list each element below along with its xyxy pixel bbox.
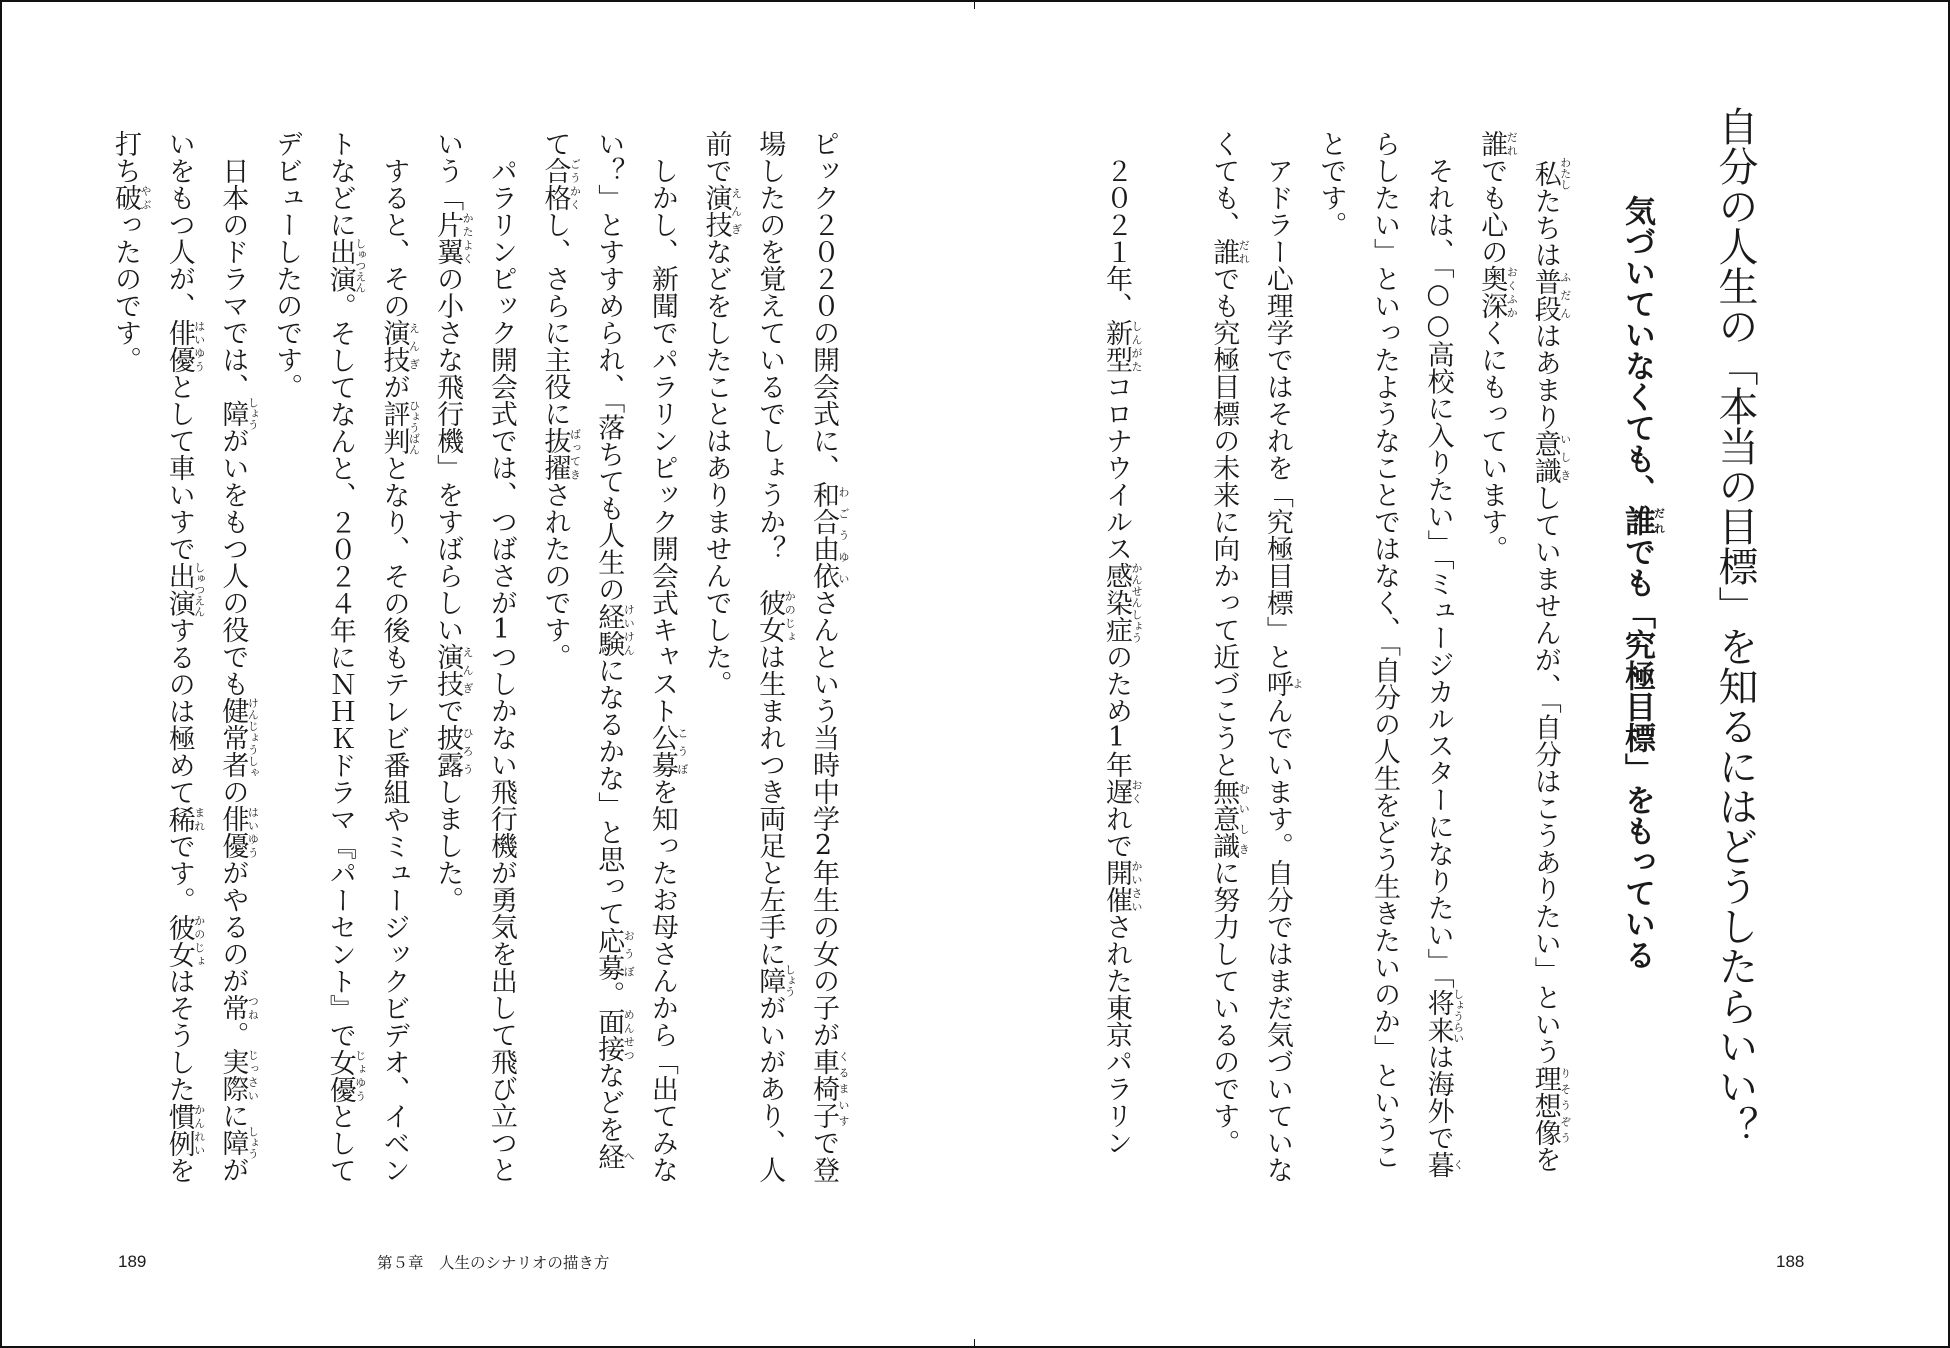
text-run: い？」とすすめられ、「落ちても人生の <box>593 130 625 603</box>
ruby-base: 車椅子 <box>807 1048 839 1129</box>
text-run: がやるのが <box>217 859 249 994</box>
text-run: を知ったお母さんから「出てみな <box>646 778 678 1183</box>
ruby-word <box>217 1126 260 1159</box>
ruby-word <box>646 724 689 778</box>
text-run: に <box>217 1102 249 1129</box>
ruby-word <box>324 237 367 293</box>
text-line <box>796 130 850 1205</box>
ruby-word <box>217 397 260 430</box>
text-line <box>1411 130 1465 1205</box>
furigana: しゅつえん <box>192 561 206 617</box>
text-line <box>420 130 474 1205</box>
ruby-base: 抜擢 <box>539 427 571 481</box>
ruby-base: 披露 <box>432 724 464 778</box>
ruby-base: 常 <box>217 994 249 1021</box>
text-line <box>98 130 152 1205</box>
text-run: トなどに <box>324 130 356 238</box>
text-run: 気づいていなくても、 <box>1619 195 1655 505</box>
center-crop-mark-top <box>974 2 975 9</box>
ruby-base: 彼女 <box>754 589 786 643</box>
ruby-base: 健常者 <box>217 697 249 778</box>
furigana: くるまいす <box>836 1048 850 1129</box>
ruby-base: 誰 <box>1208 238 1240 265</box>
text-run: 打ち <box>110 130 142 184</box>
ruby-word <box>1619 505 1666 536</box>
ruby-base: 慣例 <box>163 1102 195 1157</box>
furigana: やぶ <box>139 184 153 211</box>
text-run: ったのです。 <box>110 211 142 373</box>
ruby-word <box>593 926 636 981</box>
text-run: を <box>1529 1145 1561 1173</box>
ruby-base: 演技 <box>378 319 410 373</box>
text-run: れで <box>1101 805 1133 859</box>
text-run: それは、「○○高校に入りたい」「ミュージカルスターになりたい」「 <box>1422 157 1454 989</box>
text-run: らしたい」といったようなことではなく、「自分の人生をどう生きたいのか」というこ <box>1369 130 1400 1170</box>
furigana: おく <box>1130 778 1144 805</box>
ruby-base: 感染症 <box>1101 562 1133 643</box>
furigana: しょう <box>783 964 797 997</box>
furigana: かのじょ <box>192 913 206 968</box>
furigana: く <box>1451 1151 1465 1178</box>
furigana: むいしき <box>1237 778 1251 859</box>
ruby-word <box>163 1102 206 1157</box>
text-line <box>1518 130 1572 1205</box>
ruby-base: 誰 <box>1619 505 1655 536</box>
ruby-base: 遅 <box>1101 778 1133 805</box>
ruby-word <box>754 589 797 643</box>
furigana: だれ <box>1237 238 1251 265</box>
furigana: ごうかく <box>568 157 582 211</box>
text-run: を <box>163 1156 195 1184</box>
text-run: 。そしてなんと、２０２４年にＮＨＫドラマ『パーセント』で <box>324 292 356 1049</box>
ruby-word <box>378 319 421 373</box>
ruby-word <box>163 805 206 833</box>
furigana: りそうぞう <box>1558 1064 1572 1146</box>
ruby-base: 経 <box>593 1142 625 1170</box>
right-page-body <box>1089 130 1571 1205</box>
furigana: よ <box>1290 670 1304 697</box>
text-run: 日本のドラマでは、 <box>217 157 249 400</box>
text-run: でも心の <box>1476 157 1508 265</box>
text-run: になるかな」と思って <box>593 656 625 927</box>
text-run: で <box>432 697 464 724</box>
text-run: です。 <box>163 832 195 914</box>
text-line <box>206 130 260 1205</box>
furigana: わごうゆい <box>836 481 850 589</box>
furigana: かのじょ <box>783 589 797 643</box>
ruby-base: 無意識 <box>1208 778 1240 859</box>
ruby-base: 合格 <box>539 157 571 211</box>
furigana: えんぎ <box>407 319 421 373</box>
ruby-base: 普段 <box>1529 268 1561 322</box>
text-run: ピック２０２０の開会式に、 <box>807 130 839 481</box>
ruby-word <box>807 481 850 589</box>
ruby-word <box>432 643 475 697</box>
furigana: えんぎ <box>461 643 475 697</box>
furigana: へ <box>622 1142 636 1170</box>
ruby-base: 片翼 <box>432 211 464 265</box>
text-run: はあまり <box>1529 322 1561 430</box>
ruby-base: 奥深 <box>1476 265 1508 319</box>
ruby-base: 理想像 <box>1529 1064 1561 1146</box>
text-run: さんという当時中学 <box>807 589 839 832</box>
text-run: していませんが、「自分はこうありたい」という <box>1529 484 1561 1065</box>
text-line <box>1197 130 1251 1205</box>
text-run: などをしたことはありませんでした。 <box>700 238 732 697</box>
furigana: しょうらい <box>1451 988 1465 1044</box>
ruby-word <box>1422 1151 1465 1178</box>
ruby-word <box>1476 265 1519 319</box>
text-run: の小さな飛行機」をすばらしい <box>432 265 464 643</box>
furigana: はいゆう <box>246 805 260 859</box>
text-run: に努力しているのです。 <box>1208 859 1240 1156</box>
ruby-word <box>378 399 421 455</box>
text-run: とです。 <box>1315 130 1347 238</box>
text-run: として車いすで <box>163 373 195 562</box>
text-run: すると、その <box>378 157 410 319</box>
furigana: けんじょうしゃ <box>246 697 260 778</box>
ruby-word <box>1476 130 1519 157</box>
furigana: かたよく <box>461 211 475 265</box>
text-line <box>1465 130 1519 1205</box>
furigana: えんぎ <box>729 184 743 238</box>
text-run: いをもつ人が、 <box>163 130 195 319</box>
furigana: はいゆう <box>192 319 206 373</box>
text-run: などを <box>593 1061 625 1143</box>
ruby-base: 障 <box>217 397 249 430</box>
section-title: 自分の人生の「本当の目標」を知るにはどうしたらいい？ <box>1712 106 1758 1146</box>
ruby-word <box>1101 778 1144 805</box>
text-run: しました。 <box>432 778 464 913</box>
furigana: めんせつ <box>622 1007 636 1062</box>
blank-line <box>1143 130 1197 1205</box>
ruby-word <box>432 724 475 778</box>
text-run: 場したのを覚えているでしょうか？ <box>754 130 786 589</box>
furigana: ひょうばん <box>407 399 421 455</box>
text-line <box>1089 130 1143 1205</box>
text-run: 前で <box>700 130 732 184</box>
text-run: 。 <box>217 1021 249 1048</box>
ruby-word <box>754 964 797 997</box>
text-line <box>367 130 421 1205</box>
text-run: でも「究極目標」をもっている <box>1619 536 1655 970</box>
text-line <box>259 130 313 1205</box>
furigana: じっさい <box>246 1048 260 1102</box>
ruby-base: 出演 <box>163 561 195 617</box>
text-run: くても、 <box>1208 130 1240 238</box>
furigana: けいけん <box>622 602 636 657</box>
ruby-base: 出演 <box>324 237 356 293</box>
ruby-word <box>163 561 206 617</box>
center-crop-mark-bottom <box>974 1339 975 1346</box>
ruby-base: 暮 <box>1422 1151 1454 1178</box>
furigana: ひろう <box>461 724 475 778</box>
text-run: がいがあり、人 <box>754 994 786 1183</box>
text-line <box>582 130 636 1205</box>
text-line <box>313 130 367 1205</box>
furigana: ばってき <box>568 427 582 481</box>
ruby-word <box>163 319 206 373</box>
ruby-base: 新型 <box>1101 319 1133 373</box>
ruby-base: 応募 <box>593 926 625 981</box>
text-run: たちは <box>1529 187 1561 268</box>
ruby-base: 障 <box>754 964 786 997</box>
ruby-base: 面接 <box>593 1007 625 1062</box>
text-run: するのは極めて <box>163 616 195 806</box>
ruby-base: 私 <box>1529 157 1561 190</box>
text-run: コロナウイルス <box>1101 373 1133 562</box>
ruby-word <box>432 211 475 265</box>
tate-chu-yoko-number: 2 <box>814 832 833 859</box>
ruby-word <box>700 184 743 238</box>
ruby-base: 彼女 <box>163 913 195 968</box>
text-line <box>689 130 743 1205</box>
ruby-word <box>217 1048 260 1102</box>
ruby-base: 実際 <box>217 1048 249 1102</box>
ruby-base: 破 <box>110 184 142 211</box>
ruby-word <box>1101 859 1144 913</box>
tate-chu-yoko-number: 1 <box>1107 724 1126 751</box>
text-run: は海外で <box>1422 1043 1454 1151</box>
text-line <box>1304 130 1358 1205</box>
ruby-word <box>1529 268 1572 322</box>
ruby-word <box>807 1048 850 1129</box>
text-run: のため <box>1101 643 1133 724</box>
text-run: いう「 <box>432 130 464 211</box>
ruby-word <box>1422 988 1465 1044</box>
ruby-base: 経験 <box>593 602 625 657</box>
text-line <box>152 130 206 1205</box>
text-run: の <box>217 778 249 805</box>
ruby-word <box>1529 1064 1572 1146</box>
ruby-base: 障 <box>217 1126 249 1159</box>
text-run: しかし、新聞でパラリンピック開会式キャスト <box>646 157 678 724</box>
ruby-base: 開催 <box>1101 859 1133 913</box>
furigana: だれ <box>1505 130 1519 157</box>
ruby-word <box>1208 778 1251 859</box>
ruby-word <box>110 184 153 211</box>
furigana: こうぼ <box>675 724 689 778</box>
text-run: として <box>324 1102 356 1184</box>
ruby-word <box>1261 670 1304 697</box>
text-line <box>743 130 797 1205</box>
text-run: されたのです。 <box>539 481 571 670</box>
furigana: かんれい <box>192 1102 206 1157</box>
furigana: つね <box>246 994 260 1021</box>
furigana: しょう <box>246 1126 260 1159</box>
ruby-base: 公募 <box>646 724 678 778</box>
ruby-word <box>539 157 582 211</box>
text-line <box>474 130 528 1205</box>
ruby-base: 評判 <box>378 399 410 455</box>
ruby-base: 誰 <box>1476 130 1508 157</box>
text-run: くにもっています。 <box>1476 319 1508 562</box>
furigana: じょゆう <box>353 1048 367 1103</box>
text-run: んでいます。自分ではまだ気づいていな <box>1261 697 1293 1183</box>
text-run: でも究極目標の未来に向かって近づこうと <box>1208 265 1240 778</box>
ruby-word <box>324 1048 367 1103</box>
ruby-word <box>593 602 636 657</box>
text-run: は生まれつき両足と左手に <box>754 643 786 967</box>
ruby-base: 演技 <box>432 643 464 697</box>
text-line <box>635 130 689 1205</box>
text-run: ２０２１年、 <box>1101 157 1133 319</box>
ruby-word <box>1101 562 1144 643</box>
ruby-word <box>1208 238 1251 265</box>
furigana: いしき <box>1558 430 1572 484</box>
furigana: かいさい <box>1130 859 1144 913</box>
text-run: し、さらに主役に <box>539 211 571 427</box>
furigana: わたし <box>1558 157 1572 190</box>
furigana: しんがた <box>1130 319 1144 373</box>
furigana: だれ <box>1652 505 1666 536</box>
ruby-word <box>1529 430 1572 484</box>
text-run: パラリンピック開会式では、つばさが <box>485 157 517 616</box>
text-run: が <box>217 1156 249 1183</box>
page-number-left: 189 <box>118 1252 147 1271</box>
text-run: 年 <box>1101 751 1133 778</box>
text-run: された東京パラリン <box>1101 913 1133 1156</box>
ruby-base: 演技 <box>700 184 732 238</box>
text-run: で登 <box>807 1129 839 1183</box>
ruby-word <box>217 805 260 859</box>
furigana: おくふか <box>1505 265 1519 319</box>
ruby-word <box>1101 319 1144 373</box>
text-run: つしかない飛行機が勇気を出して飛び立つと <box>485 643 517 1183</box>
ruby-word <box>593 1007 636 1062</box>
text-run: 年生の女の子が <box>807 859 839 1048</box>
ruby-word <box>593 1142 636 1170</box>
text-line <box>1250 130 1304 1205</box>
tate-chu-yoko-number: 1 <box>492 616 510 643</box>
furigana: しゅつえん <box>353 237 367 293</box>
text-run: となり、その後もテレビ番組やミュージックビデオ、イベン <box>378 454 410 1184</box>
ruby-word <box>1529 157 1572 190</box>
ruby-word <box>163 913 206 968</box>
text-run: はそうした <box>163 967 195 1103</box>
ruby-base: 俳優 <box>217 805 249 859</box>
ruby-word <box>217 697 260 778</box>
text-run: て <box>539 130 571 157</box>
page-number-right: 188 <box>1776 1252 1805 1271</box>
furigana: しょう <box>246 397 260 430</box>
text-run: 。 <box>593 980 625 1008</box>
ruby-base: 和合由依 <box>807 481 839 589</box>
furigana: ふだん <box>1558 268 1572 322</box>
ruby-base: 呼 <box>1261 670 1293 697</box>
ruby-base: 俳優 <box>163 319 195 373</box>
left-page-body <box>98 130 850 1205</box>
text-line <box>528 130 582 1205</box>
ruby-word <box>217 994 260 1021</box>
furigana: おうぼ <box>622 926 636 981</box>
ruby-base: 稀 <box>163 805 195 833</box>
text-run: アドラー心理学ではそれを「究極目標」と <box>1261 157 1293 670</box>
ruby-word <box>539 427 582 481</box>
running-head-chapter: 第５章 人生のシナリオの描き方 <box>377 1254 610 1272</box>
text-run: が <box>378 373 410 400</box>
ruby-base: 意識 <box>1529 430 1561 484</box>
ruby-base: 女優 <box>324 1048 356 1103</box>
furigana: まれ <box>192 805 206 833</box>
text-run: デビューしたのです。 <box>271 130 303 400</box>
text-line <box>1357 130 1411 1205</box>
ruby-base: 将来 <box>1422 988 1454 1044</box>
section-subtitle <box>1606 195 1668 1095</box>
furigana: かんせんしょう <box>1130 562 1144 643</box>
text-run: がいをもつ人の役でも <box>217 427 249 697</box>
